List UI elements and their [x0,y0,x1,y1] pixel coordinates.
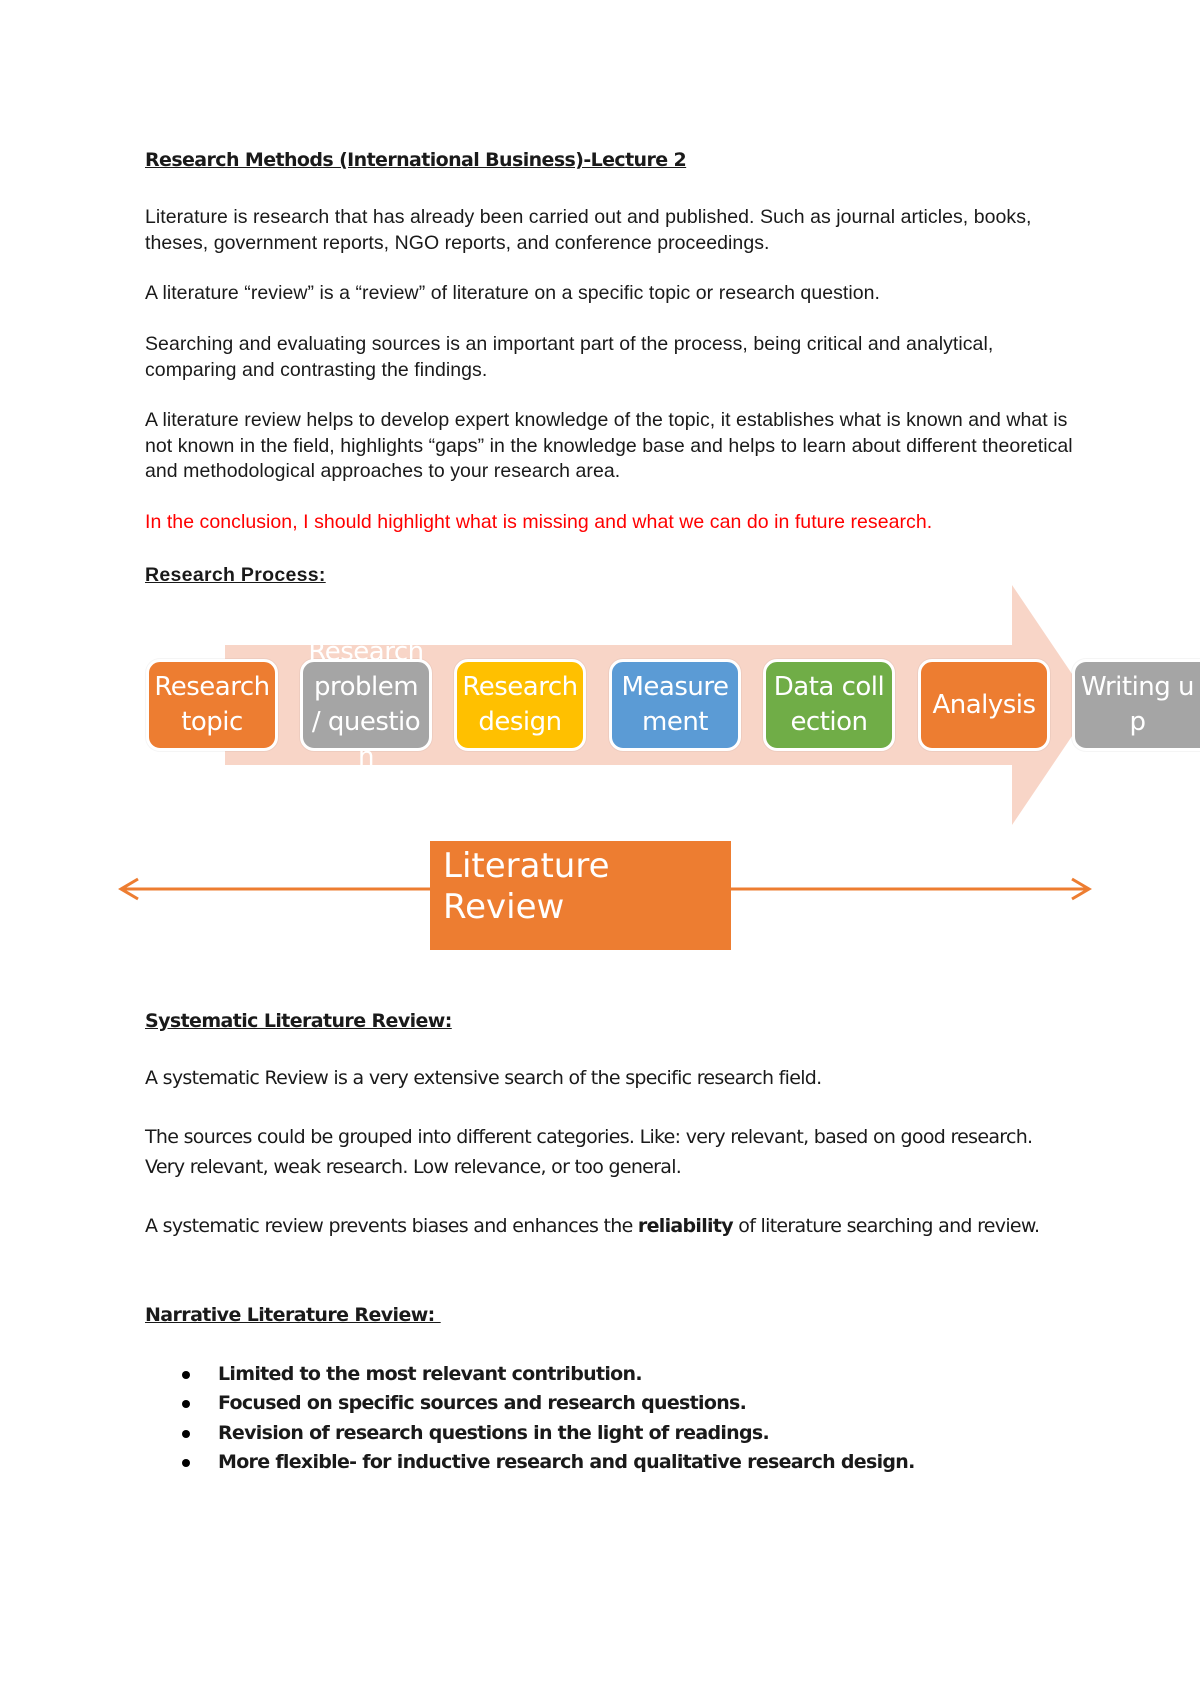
systematic-p3-bold: reliability [637,1215,733,1237]
narrative-bullet-list [145,1360,1075,1478]
process-step-label: Research problem / question [308,637,424,772]
systematic-p3-before: A systematic review prevents biases and enhances the [145,1215,638,1237]
process-step-data-collection [763,659,895,751]
systematic-paragraph-2: The sources could be grouped into different categories. Like: very relevant, based on good research. Very relevant, weak research. Low relevance, or too general. [145,1126,1033,1178]
list-item [145,1360,1075,1389]
paragraph-literature-definition: Literature is research that has already been carried out and published. Such as journal articles, books, theses, government reports, NGO reports, and conference proceedings. [145,206,1032,254]
research-process-diagram [0,580,1200,960]
process-step-research-design [454,659,586,751]
narrative-review-heading: Narrative Literature Review: [145,1304,441,1326]
list-item [145,1389,1075,1418]
process-step-label: Research topic [154,672,270,737]
paragraph-review-purpose: A literature review helps to develop expert knowledge of the topic, it establishes what is known and what is not known in the field, highlights “gaps” in the knowledge base and helps to learn about different theoretical and methodological approaches to your research area. [145,409,1073,482]
systematic-p3-after: of literature searching and review. [732,1215,1040,1237]
systematic-paragraph-3 [145,1212,1075,1242]
process-step-measurement [609,659,741,751]
process-step-label: Data collection [773,672,885,737]
research-process-heading: Research Process: [145,564,326,586]
literature-review-line1: Literature [443,846,610,886]
list-item-text: Revision of research questions in the light of readings. [218,1421,770,1444]
bullet-icon [182,1430,190,1438]
paragraph-searching-sources: Searching and evaluating sources is an important part of the process, being critical and analytical, comparing and contrasting the findings. [145,333,994,381]
list-item-text: Limited to the most relevant contribution. [218,1363,642,1385]
process-step-label: Measurement [621,672,729,737]
document-title: Research Methods (International Business)-Lecture 2 [145,149,687,171]
bullet-icon [182,1400,190,1408]
process-step-research-topic [146,659,278,751]
systematic-review-heading: Systematic Literature Review: [145,1010,452,1032]
literature-review-line2: Review [443,887,565,927]
process-step-writing-up [1072,659,1200,751]
bullet-icon [182,1459,190,1467]
list-item-text: More flexible- for inductive research and qualitative research design. [218,1451,915,1474]
list-item [145,1419,1075,1448]
paragraph-review-definition: A literature “review” is a “review” of literature on a specific topic or research question. [145,282,881,304]
process-step-label: Research design [462,672,578,737]
systematic-paragraph-1: A systematic Review is a very extensive search of the specific research field. [145,1067,822,1089]
list-item-text: Focused on specific sources and research questions. [218,1392,747,1415]
process-step-label: Writing up [1080,672,1195,737]
bullet-icon [182,1371,190,1379]
process-step-analysis [918,659,1050,751]
conclusion-note: In the conclusion, I should highlight what is missing and what we can do in future research. [145,511,933,533]
process-step-research-problem [300,637,432,772]
process-step-label: Analysis [932,689,1036,720]
list-item [145,1448,1075,1477]
literature-review-box [430,841,731,950]
